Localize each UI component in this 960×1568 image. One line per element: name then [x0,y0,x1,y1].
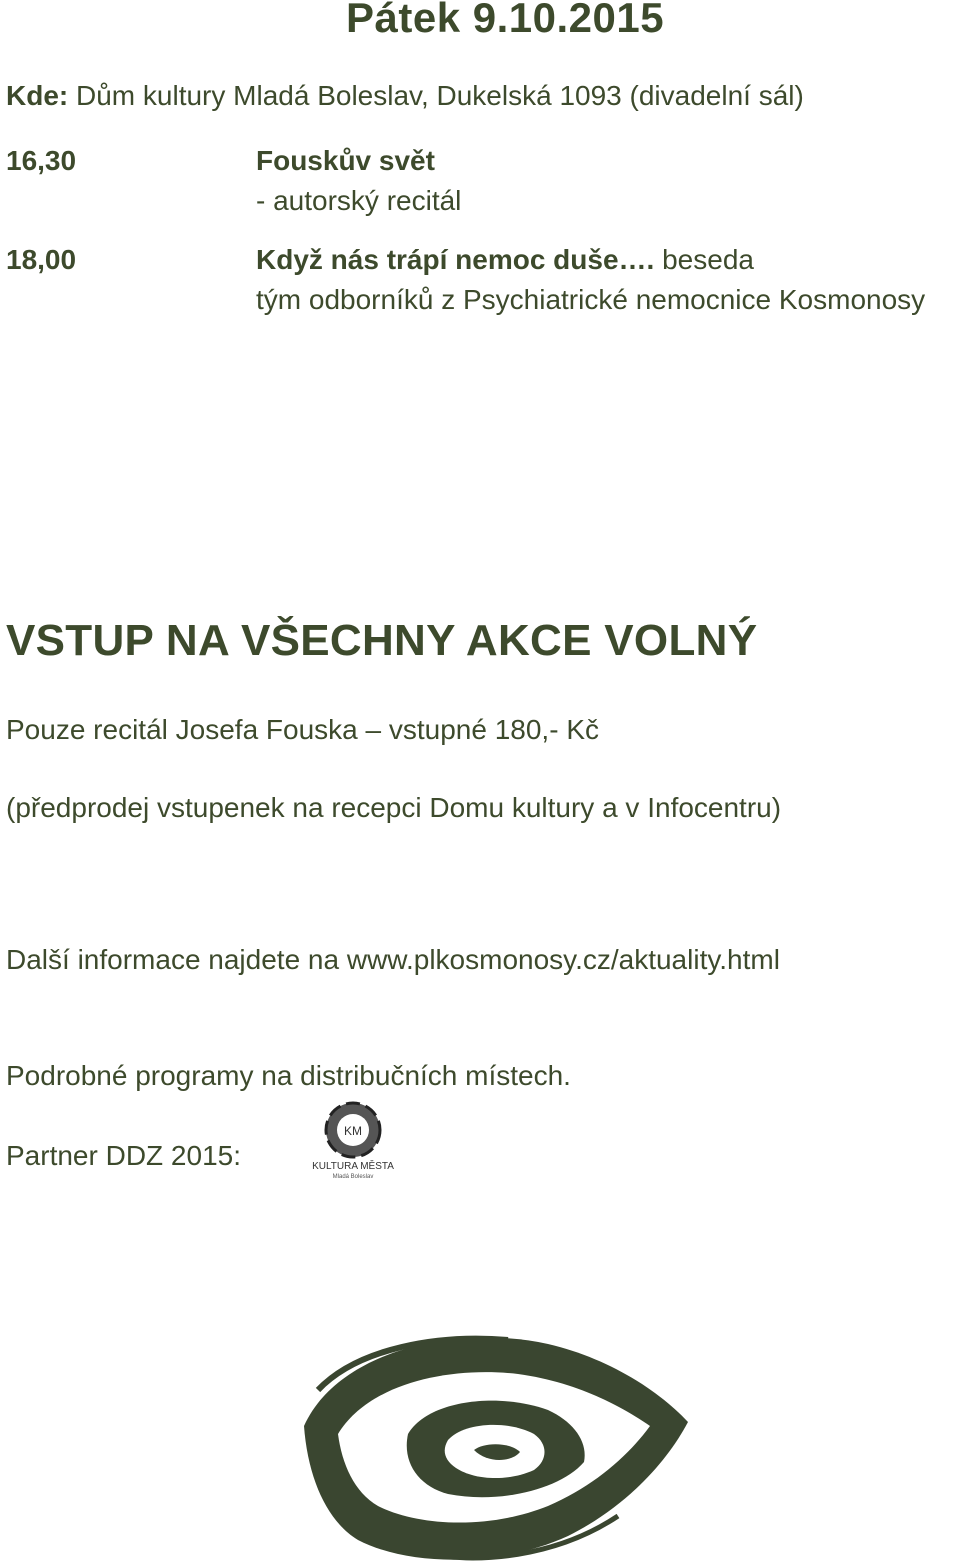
page-title: Pátek 9.10.2015 [346,0,665,41]
programs-line: Podrobné programy na distribučních místech. [6,1060,571,1091]
program-title [256,145,435,177]
program-title-text: Když nás trápí nemoc duše…. [256,244,655,275]
logo-city: Mladá Boleslav [332,1174,374,1180]
program-title-text: Fouskův svět [256,145,435,176]
venue-text: Dům kultury Mladá Boleslav, Dukelská 1093 (divadelní sál) [76,80,804,111]
logo-monogram: KM [344,1124,362,1138]
program-detail: tým odborníků z Psychiatrické nemocnice Kosmonosy [256,284,926,315]
venue-label: Kde: [6,80,69,111]
partner-label: Partner DDZ 2015: [6,1140,241,1171]
program-detail: - autorský recitál [256,185,462,216]
partner-logo [308,1100,398,1182]
logo-name: KULTURA MĚSTA [312,1161,394,1172]
recital-price-line: Pouze recitál Josefa Fouska – vstupné 180,- Kč [6,714,599,745]
free-entry-headline: VSTUP NA VŠECHNY AKCE VOLNÝ [6,616,758,665]
eye-illustration [298,1330,690,1568]
program-time: 18,00 [6,244,77,275]
program-time: 16,30 [6,145,77,176]
presale-line: (předprodej vstupenek na recepci Domu kultury a v Infocentru) [6,792,782,823]
more-info-line: Další informace najdete na www.plkosmonosy.cz/aktuality.html [6,944,780,975]
program-suffix: beseda [654,244,754,275]
program-title [256,244,754,276]
venue-line [6,80,804,112]
